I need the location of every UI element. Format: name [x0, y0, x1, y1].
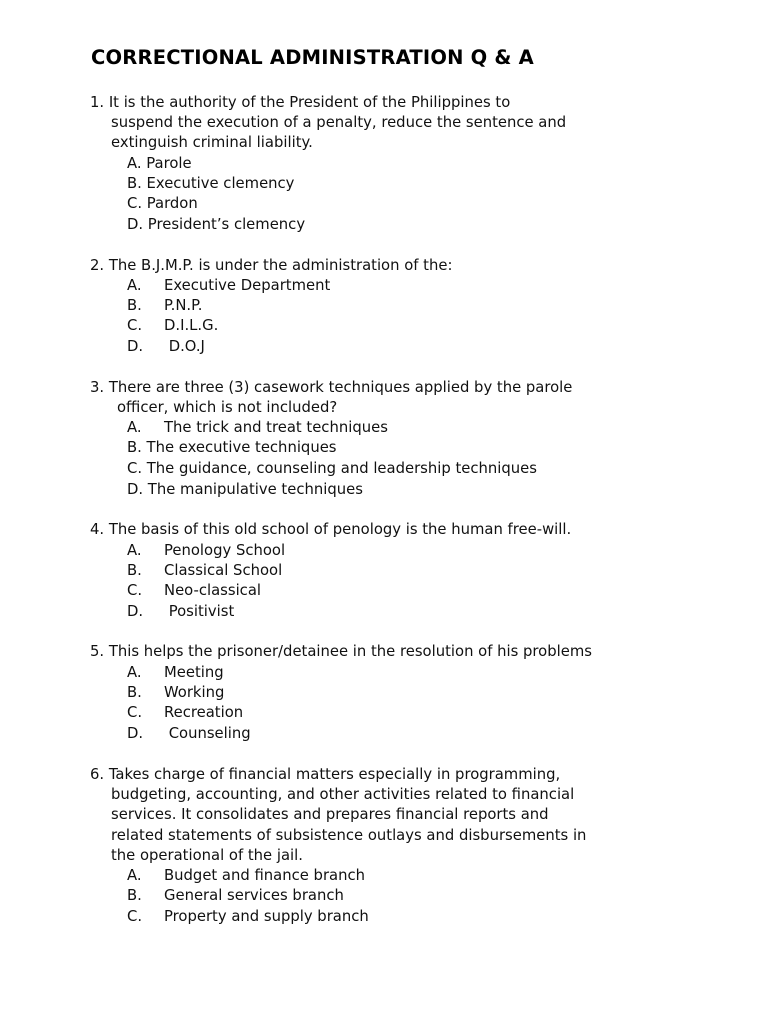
option-letter: C.	[127, 704, 143, 721]
question-2-option-a	[127, 276, 330, 296]
question-3-option-c: C. The guidance, counseling and leadership techniques	[127, 460, 537, 477]
question-4-option-c	[127, 581, 261, 601]
option-letter: C.	[127, 317, 143, 334]
question-2-option-b	[127, 296, 202, 316]
question-6-text: 6. Takes charge of financial matters especially in programming,	[90, 766, 561, 783]
question-2-option-c	[127, 316, 218, 336]
question-3-option-d: D. The manipulative techniques	[127, 481, 363, 498]
option-text: Neo-classical	[164, 582, 261, 599]
option-letter: D.	[127, 338, 144, 355]
option-text: D.I.L.G.	[164, 317, 219, 334]
question-6-text: services. It consolidates and prepares financial reports and	[111, 806, 549, 823]
question-5-option-a	[127, 663, 224, 683]
option-letter: B.	[127, 297, 142, 314]
question-4-option-b	[127, 561, 282, 581]
question-4-option-d	[127, 602, 234, 622]
option-letter: D.	[127, 603, 144, 620]
question-3-option-a	[127, 418, 388, 438]
question-6-text: related statements of subsistence outlays and disbursements in	[111, 827, 587, 844]
question-2-option-d	[127, 337, 205, 357]
option-letter: A.	[127, 277, 142, 294]
option-text: Meeting	[164, 664, 224, 681]
question-6-text: the operational of the jail.	[111, 847, 303, 864]
option-letter: C.	[127, 582, 143, 599]
question-1-text: extinguish criminal liability.	[111, 134, 313, 151]
option-text: Counseling	[164, 725, 251, 742]
question-2-text: 2. The B.J.M.P. is under the administration of the:	[90, 257, 453, 274]
question-5-option-d	[127, 724, 251, 744]
option-text: Positivist	[164, 603, 235, 620]
question-6-option-b	[127, 886, 344, 906]
question-5-text: 5. This helps the prisoner/detainee in the resolution of his problems	[90, 643, 592, 660]
question-6-option-c	[127, 907, 369, 927]
option-text: Classical School	[164, 562, 283, 579]
option-letter: B.	[127, 887, 142, 904]
question-4-text: 4. The basis of this old school of penology is the human free-will.	[90, 521, 572, 538]
question-3-text: 3. There are three (3) casework techniques applied by the parole	[90, 379, 573, 396]
question-3-option-b: B. The executive techniques	[127, 439, 337, 456]
option-text: The trick and treat techniques	[164, 419, 388, 436]
question-1-text: 1. It is the authority of the President of the Philippines to	[90, 94, 511, 111]
option-letter: C.	[127, 908, 143, 925]
option-letter: B.	[127, 684, 142, 701]
option-letter: A.	[127, 867, 142, 884]
question-1-option-c: C. Pardon	[127, 195, 198, 212]
question-6-option-a	[127, 866, 365, 886]
option-text: P.N.P.	[164, 297, 203, 314]
option-letter: A.	[127, 542, 142, 559]
option-text: General services branch	[164, 887, 344, 904]
option-text: D.O.J	[164, 338, 205, 355]
option-letter: A.	[127, 419, 142, 436]
option-text: Working	[164, 684, 225, 701]
option-letter: A.	[127, 664, 142, 681]
question-4-option-a	[127, 541, 285, 561]
option-text: Recreation	[164, 704, 244, 721]
option-text: Penology School	[164, 542, 286, 559]
question-1-option-a: A. Parole	[127, 155, 192, 172]
question-1-option-d: D. President’s clemency	[127, 216, 306, 233]
option-letter: B.	[127, 562, 142, 579]
option-text: Property and supply branch	[164, 908, 369, 925]
question-1-option-b: B. Executive clemency	[127, 175, 295, 192]
question-3-text: officer, which is not included?	[117, 399, 338, 416]
option-letter: D.	[127, 725, 144, 742]
question-1-text: suspend the execution of a penalty, reduce the sentence and	[111, 114, 567, 131]
question-5-option-c	[127, 703, 243, 723]
question-5-option-b	[127, 683, 224, 703]
document-title: CORRECTIONAL ADMINISTRATION Q & A	[91, 46, 534, 69]
option-text: Executive Department	[164, 277, 331, 294]
question-6-text: budgeting, accounting, and other activities related to financial	[111, 786, 575, 803]
option-text: Budget and finance branch	[164, 867, 365, 884]
